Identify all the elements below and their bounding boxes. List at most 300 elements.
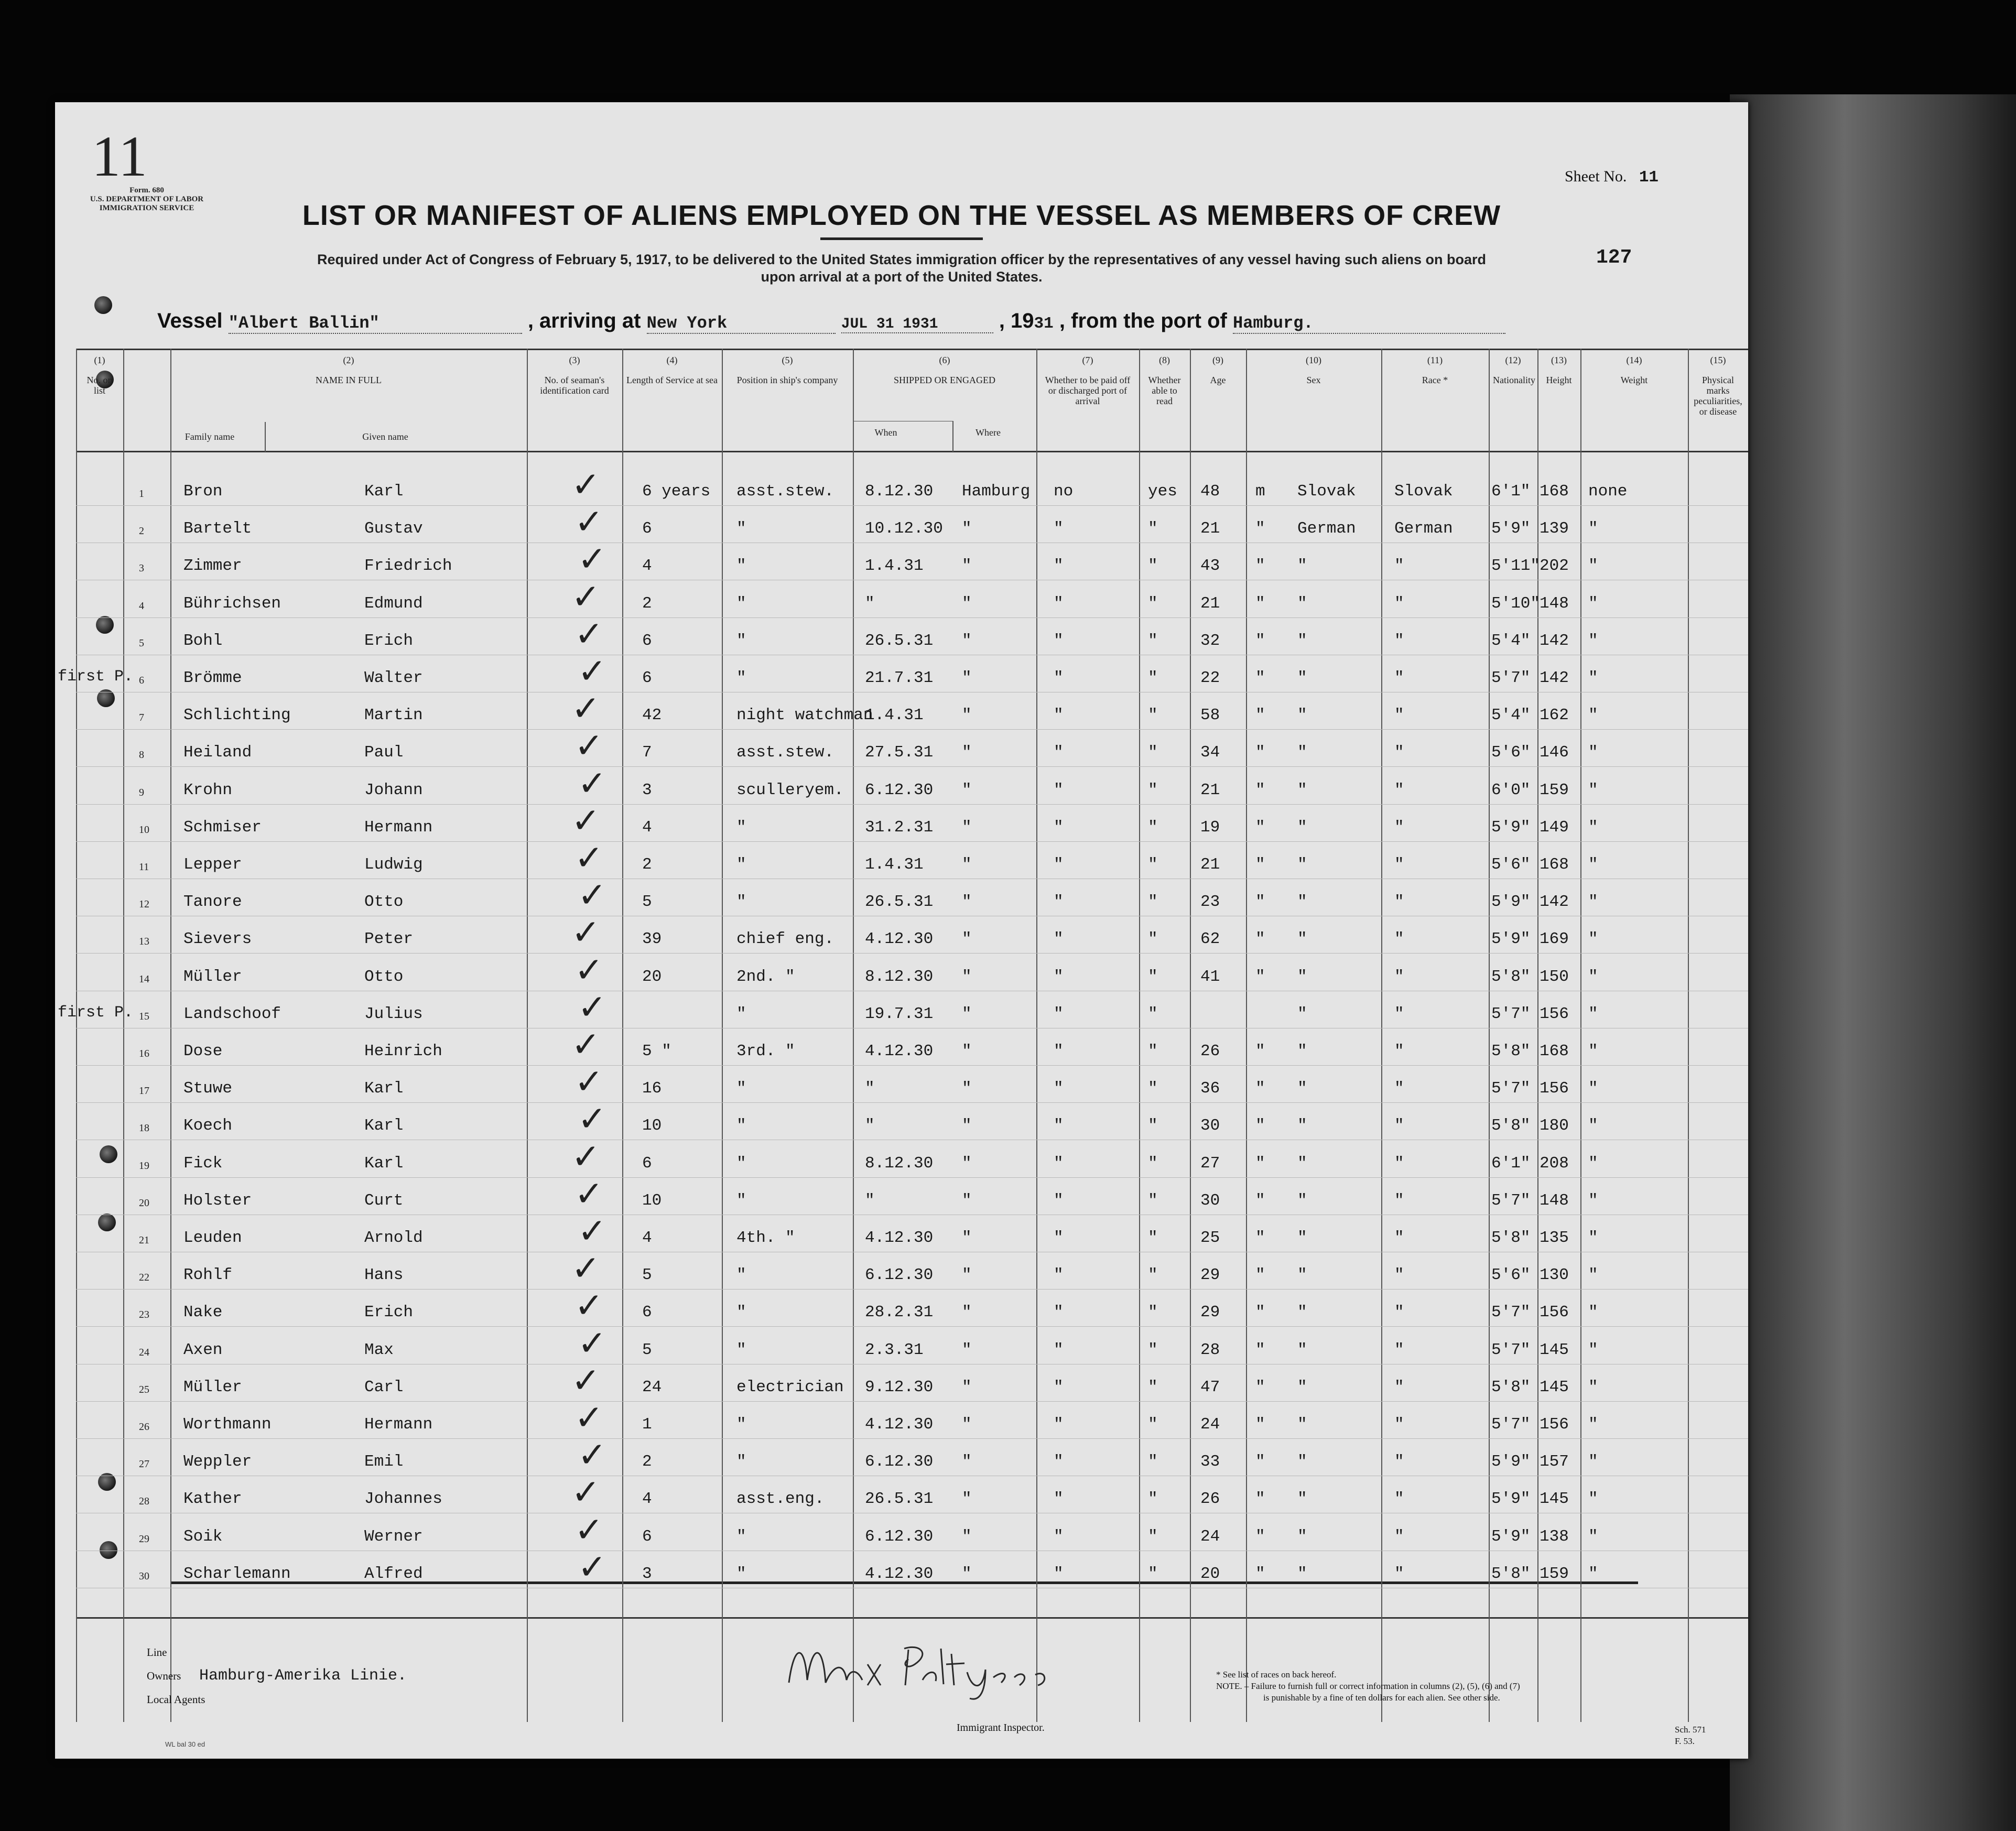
nationality: " (1394, 1117, 1404, 1135)
position: electrician (736, 1378, 844, 1396)
able-to-read: " (1148, 594, 1158, 613)
physical-marks: " (1588, 967, 1598, 986)
length-of-service: 10 (642, 1191, 662, 1210)
physical-marks: " (1588, 1229, 1598, 1247)
column-number: (7) (1082, 355, 1093, 365)
check-mark: ✓ (578, 875, 607, 916)
nationality: " (1394, 594, 1404, 613)
race: " (1297, 818, 1307, 837)
physical-marks: " (1588, 1266, 1598, 1285)
family-name: Axen (183, 1340, 223, 1359)
given-name: Paul (364, 743, 404, 762)
height: 5'10" (1491, 594, 1541, 613)
weight: 156 (1540, 1303, 1569, 1322)
owners-label: Owners (147, 1670, 181, 1682)
physical-marks: " (1588, 1079, 1598, 1098)
form-number: Form. 680 (129, 186, 164, 194)
weight: 156 (1540, 1415, 1569, 1434)
given-name: Hermann (364, 1415, 433, 1434)
race: " (1297, 1378, 1307, 1396)
family-name: Fick (183, 1154, 223, 1173)
weight: 168 (1540, 482, 1569, 501)
sex: " (1255, 1415, 1265, 1434)
age: 21 (1200, 594, 1220, 613)
age: 47 (1200, 1378, 1220, 1396)
paid-off: " (1054, 1117, 1064, 1135)
position: " (736, 1117, 746, 1135)
given-name: Martin (364, 706, 423, 725)
nationality: " (1394, 1004, 1404, 1023)
family-name: Sievers (183, 930, 252, 949)
family-name: Stuwe (183, 1079, 233, 1098)
able-to-read: " (1148, 706, 1158, 725)
able-to-read: " (1148, 743, 1158, 762)
nationality: " (1394, 818, 1404, 837)
position: " (736, 1564, 746, 1583)
position: asst.eng. (736, 1490, 825, 1509)
race: " (1297, 1117, 1307, 1135)
length-of-service: 6 (642, 631, 652, 650)
given-name: Werner (364, 1527, 423, 1546)
vessel-line (157, 309, 1505, 334)
race: " (1297, 1004, 1307, 1023)
position: " (736, 893, 746, 912)
able-to-read: " (1148, 967, 1158, 986)
check-mark: ✓ (578, 1099, 607, 1140)
column-label: SHIPPED OR ENGAGED (893, 375, 995, 385)
note-line-1: NOTE. – Failure to furnish full or correct information in columns (2), (5), (6) and (7) (1216, 1681, 1520, 1691)
column-number: (11) (1427, 355, 1443, 365)
length-of-service: 4 (642, 557, 652, 576)
physical-marks: " (1588, 818, 1598, 837)
shipped-when: 9.12.30 (865, 1378, 934, 1396)
able-to-read: " (1148, 631, 1158, 650)
check-mark: ✓ (578, 651, 607, 691)
nationality: " (1394, 930, 1404, 949)
sex: " (1255, 594, 1265, 613)
height: 5'7" (1491, 1004, 1531, 1023)
line-label: Line (147, 1646, 167, 1659)
shipped-where: " (962, 1042, 972, 1060)
paid-off: " (1054, 743, 1064, 762)
department-name: U.S. DEPARTMENT OF LABOR (90, 195, 204, 203)
given-name: Erich (364, 631, 414, 650)
shipped-where: " (962, 557, 972, 576)
length-of-service: 42 (642, 706, 662, 725)
race: " (1297, 1079, 1307, 1098)
weight: 138 (1540, 1527, 1569, 1546)
race: " (1297, 1303, 1307, 1322)
length-of-service: 2 (642, 1453, 652, 1471)
row-number: 24 (139, 1346, 149, 1358)
paid-off: " (1054, 1042, 1064, 1060)
height: 5'7" (1491, 1191, 1531, 1210)
age: 33 (1200, 1453, 1220, 1471)
column-label: Weight (1620, 375, 1648, 385)
column-label: NAME IN FULL (316, 375, 382, 385)
shipped-where: " (962, 1340, 972, 1359)
physical-marks: " (1588, 1527, 1598, 1546)
position: " (736, 1340, 746, 1359)
row-number: 8 (139, 749, 144, 761)
shipped-where: " (962, 1453, 972, 1471)
weight: 148 (1540, 594, 1569, 613)
given-name: Max (364, 1340, 394, 1359)
family-name: Müller (183, 1378, 242, 1396)
column-number: (14) (1626, 355, 1642, 365)
race: " (1297, 1154, 1307, 1173)
given-name: Karl (364, 1117, 404, 1135)
given-name: Heinrich (364, 1042, 442, 1060)
weight: 168 (1540, 855, 1569, 874)
column-label: No. on list (86, 375, 113, 396)
race: " (1297, 594, 1307, 613)
weight: 142 (1540, 669, 1569, 687)
family-name: Kather (183, 1490, 242, 1509)
check-mark: ✓ (575, 838, 604, 878)
shipped-where: " (962, 1079, 972, 1098)
weight: 208 (1540, 1154, 1569, 1173)
height: 5'8" (1491, 1378, 1531, 1396)
height: 6'1" (1491, 1154, 1531, 1173)
owners-value: Hamburg-Amerika Linie. (199, 1667, 407, 1685)
given-name: Johann (364, 781, 423, 799)
arriving-label: , arriving at (527, 309, 641, 332)
race: " (1297, 669, 1307, 687)
family-name: Bron (183, 482, 223, 501)
given-name: Emil (364, 1453, 404, 1471)
given-name: Walter (364, 669, 423, 687)
nationality: " (1394, 1415, 1404, 1434)
height: 6'0" (1491, 781, 1531, 799)
column-label: Nationality (1493, 375, 1535, 385)
row-number: 22 (139, 1272, 149, 1284)
weight: 168 (1540, 1042, 1569, 1060)
row-number: 2 (139, 525, 144, 537)
height: 5'9" (1491, 1527, 1531, 1546)
sex: m (1255, 482, 1265, 501)
arrival-port: New York (647, 313, 836, 334)
age: 29 (1200, 1266, 1220, 1285)
height: 5'7" (1491, 1079, 1531, 1098)
row-number: 12 (139, 898, 149, 911)
check-mark: ✓ (575, 613, 604, 654)
column-number: (13) (1551, 355, 1567, 365)
paid-off: " (1054, 1490, 1064, 1509)
name-split-rule (265, 422, 266, 452)
weight: 130 (1540, 1266, 1569, 1285)
length-of-service: 6 (642, 519, 652, 538)
nationality: " (1394, 1229, 1404, 1247)
row-number: 1 (139, 488, 144, 500)
length-of-service: 5 (642, 1266, 652, 1285)
position: " (736, 1453, 746, 1471)
height: 5'8" (1491, 1117, 1531, 1135)
family-name: Rohlf (183, 1266, 233, 1285)
column-label: Age (1210, 375, 1226, 385)
length-of-service: 4 (642, 818, 652, 837)
height: 5'8" (1491, 1564, 1531, 1583)
physical-marks: " (1588, 1564, 1598, 1583)
check-mark: ✓ (571, 1024, 601, 1065)
sex: " (1255, 706, 1265, 725)
manifest-sheet (55, 102, 1748, 1759)
column-rule (1036, 349, 1037, 1722)
nationality: " (1394, 706, 1404, 725)
nationality: " (1394, 967, 1404, 986)
column-rule (170, 349, 171, 1722)
height: 5'9" (1491, 818, 1531, 837)
position: night watchman (736, 706, 873, 725)
row-rule (76, 841, 1748, 842)
able-to-read: " (1148, 1303, 1158, 1322)
row-rule (76, 505, 1748, 506)
physical-marks: " (1588, 557, 1598, 576)
given-name: Julius (364, 1004, 423, 1023)
paid-off: " (1054, 1527, 1064, 1546)
length-of-service: 2 (642, 594, 652, 613)
race: " (1297, 743, 1307, 762)
length-of-service: 10 (642, 1117, 662, 1135)
weight: 142 (1540, 631, 1569, 650)
given-name: Peter (364, 930, 414, 949)
table-header-border (76, 451, 1748, 452)
shipped-where: " (962, 1490, 972, 1509)
shipped-when: 26.5.31 (865, 1490, 934, 1509)
age: 22 (1200, 669, 1220, 687)
sex: " (1255, 1229, 1265, 1247)
age: 20 (1200, 1564, 1220, 1583)
able-to-read: " (1148, 818, 1158, 837)
paid-off: " (1054, 1340, 1064, 1359)
check-mark: ✓ (578, 763, 607, 804)
shipped-when: 19.7.31 (865, 1004, 934, 1023)
able-to-read: " (1148, 1229, 1158, 1247)
age: 34 (1200, 743, 1220, 762)
form-f-number: F. 53. (1675, 1736, 1695, 1746)
physical-marks: " (1588, 743, 1598, 762)
paid-off: " (1054, 930, 1064, 949)
family-name: Bohl (183, 631, 223, 650)
physical-marks: " (1588, 781, 1598, 799)
paid-off: " (1054, 1079, 1064, 1098)
vessel-label: Vessel (157, 309, 223, 332)
check-mark: ✓ (575, 1061, 604, 1102)
paid-off: " (1054, 1378, 1064, 1396)
row-number: 15 (139, 1010, 149, 1022)
physical-marks: " (1588, 519, 1598, 538)
paid-off: " (1054, 631, 1064, 650)
position: " (736, 1415, 746, 1434)
height: 5'6" (1491, 855, 1531, 874)
able-to-read: " (1148, 1042, 1158, 1060)
row-number: 27 (139, 1458, 149, 1470)
weight: 146 (1540, 743, 1569, 762)
check-mark: ✓ (571, 576, 601, 617)
check-mark: ✓ (575, 725, 604, 766)
shipped-where: " (962, 818, 972, 837)
sex: " (1255, 519, 1265, 538)
subtitle-line-1: Required under Act of Congress of February 5, 1917, to be delivered to the United States immigration officer by the representatives of any vessel having such aliens on board (317, 252, 1487, 267)
weight: 150 (1540, 967, 1569, 986)
height: 5'9" (1491, 519, 1531, 538)
column-rule (1580, 349, 1581, 1722)
margin-note: first P. (58, 1003, 134, 1022)
age: 58 (1200, 706, 1220, 725)
able-to-read: " (1148, 1117, 1158, 1135)
column-number: (15) (1710, 355, 1726, 365)
column-label: Height (1546, 375, 1572, 385)
shipped-when: 26.5.31 (865, 631, 934, 650)
column-number: (1) (94, 355, 105, 365)
check-mark: ✓ (575, 1509, 604, 1550)
column-label: No. of seaman's identification card (540, 375, 609, 396)
shipped-when: 4.12.30 (865, 930, 934, 949)
check-mark: ✓ (571, 688, 601, 729)
check-mark: ✓ (575, 1173, 604, 1214)
shipped-when: 8.12.30 (865, 1154, 934, 1173)
column-rule (1381, 349, 1382, 1722)
position: " (736, 1266, 746, 1285)
length-of-service: 5 (642, 893, 652, 912)
family-name: Dose (183, 1042, 223, 1060)
sex: " (1255, 1378, 1265, 1396)
family-name: Zimmer (183, 557, 242, 576)
height: 5'8" (1491, 1229, 1531, 1247)
departure-port: Hamburg. (1233, 313, 1505, 334)
height: 5'9" (1491, 1453, 1531, 1471)
column-label: Race * (1422, 375, 1448, 385)
length-of-service: 3 (642, 1564, 652, 1583)
race: " (1297, 631, 1307, 650)
position: sculleryem. (736, 781, 844, 799)
date-stamp: JUL 31 1931 (841, 316, 993, 333)
race: " (1297, 1564, 1307, 1583)
shipped-when: 4.12.30 (865, 1229, 934, 1247)
shipped-where: " (962, 855, 972, 874)
given-name: Otto (364, 893, 404, 912)
position: " (736, 1154, 746, 1173)
position: " (736, 519, 746, 538)
position: chief eng. (736, 930, 834, 949)
family-name: Leuden (183, 1229, 242, 1247)
family-name: Tanore (183, 893, 242, 912)
physical-marks: " (1588, 1303, 1598, 1322)
age: 43 (1200, 557, 1220, 576)
shipped-where: " (962, 1303, 972, 1322)
check-mark: ✓ (571, 1136, 601, 1177)
row-number: 20 (139, 1197, 149, 1209)
shipped-where: " (962, 669, 972, 687)
row-rule (76, 1065, 1748, 1066)
nationality: " (1394, 743, 1404, 762)
weight: 142 (1540, 893, 1569, 912)
physical-marks: " (1588, 855, 1598, 874)
sex: " (1255, 669, 1265, 687)
given-name: Karl (364, 1154, 404, 1173)
weight: 169 (1540, 930, 1569, 949)
column-rule (527, 349, 528, 1722)
shipped-where: " (962, 1004, 972, 1023)
check-mark: ✓ (578, 1435, 607, 1476)
length-of-service: 6 years (642, 482, 711, 501)
nationality: " (1394, 557, 1404, 576)
paid-off: " (1054, 1154, 1064, 1173)
race: " (1297, 1453, 1307, 1471)
column-rule (1190, 349, 1191, 1722)
position: 2nd. " (736, 967, 795, 986)
column-label: Length of Service at sea (626, 375, 718, 385)
sex: " (1255, 1303, 1265, 1322)
physical-marks: " (1588, 1042, 1598, 1060)
row-number: 10 (139, 824, 149, 836)
sex: " (1255, 893, 1265, 912)
position: " (736, 818, 746, 837)
service-name: IMMIGRATION SERVICE (99, 204, 194, 212)
family-name: Koech (183, 1117, 233, 1135)
length-of-service: 4 (642, 1490, 652, 1509)
given-name: Karl (364, 482, 404, 501)
sex: " (1255, 1266, 1265, 1285)
physical-marks: " (1588, 1117, 1598, 1135)
able-to-read: " (1148, 1490, 1158, 1509)
able-to-read: " (1148, 1154, 1158, 1173)
given-name: Otto (364, 967, 404, 986)
check-mark: ✓ (575, 1285, 604, 1326)
row-rule (76, 1102, 1748, 1103)
age: 32 (1200, 631, 1220, 650)
able-to-read: " (1148, 1527, 1158, 1546)
position: " (736, 1527, 746, 1546)
row-number: 4 (139, 600, 144, 612)
nationality: " (1394, 1191, 1404, 1210)
row-number: 29 (139, 1533, 149, 1545)
length-of-service: 5 (642, 1340, 652, 1359)
column-label: Whether to be paid off or discharged port of arrival (1045, 375, 1131, 406)
shipped-when: " (865, 594, 875, 613)
title-rule (820, 237, 983, 240)
row-rule (76, 1401, 1748, 1402)
row-rule (76, 766, 1748, 767)
race: " (1297, 1415, 1307, 1434)
column-number: (6) (939, 355, 950, 365)
able-to-read: " (1148, 1266, 1158, 1285)
able-to-read: " (1148, 557, 1158, 576)
sex: " (1255, 781, 1265, 799)
physical-marks: " (1588, 893, 1598, 912)
family-name: Krohn (183, 781, 233, 799)
shipped-when: 2.3.31 (865, 1340, 924, 1359)
nationality: " (1394, 855, 1404, 874)
row-number: 26 (139, 1421, 149, 1433)
shipped-when: 6.12.30 (865, 1266, 934, 1285)
sex: " (1255, 557, 1265, 576)
length-of-service: 1 (642, 1415, 652, 1434)
column-rule (1246, 349, 1247, 1722)
shipped-when: 10.12.30 (865, 519, 943, 538)
position: 3rd. " (736, 1042, 795, 1060)
given-name: Ludwig (364, 855, 423, 874)
position: " (736, 1303, 746, 1322)
row-rule (76, 729, 1748, 730)
weight: 159 (1540, 1564, 1569, 1583)
column-number: (3) (569, 355, 580, 365)
table-top-border (76, 349, 1748, 350)
sex: " (1255, 818, 1265, 837)
row-rule (76, 1289, 1748, 1290)
height: 5'8" (1491, 1042, 1531, 1060)
able-to-read: " (1148, 1415, 1158, 1434)
